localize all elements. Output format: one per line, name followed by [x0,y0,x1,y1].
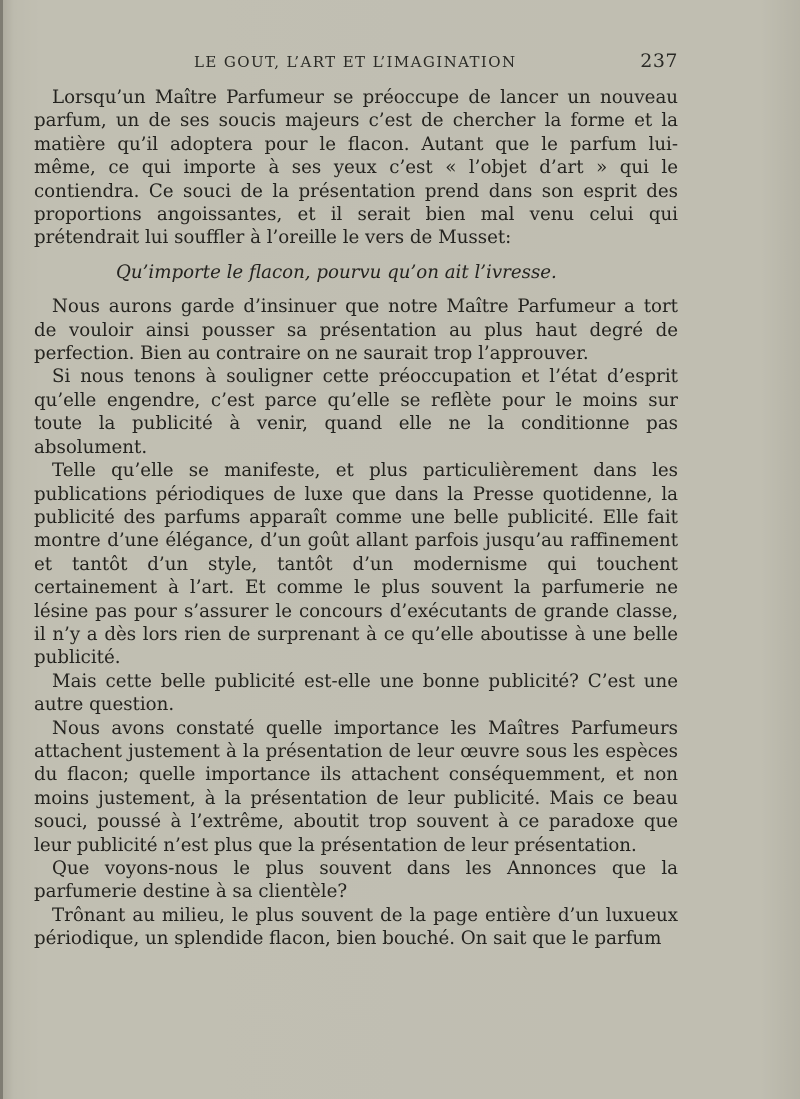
paragraph: Telle qu’elle se manifeste, et plus particulièrement dans les publications périodiques de luxe que dans la Presse quotidenne, la publicité des parfums apparaît comme une belle publicité. Elle fait montre d’une élégance, d’un goût allant parfois jusqu’au raffinement et tantôt d’un style, tantôt d’un modernisme qui touchent certainement à l’art. Et comme le plus souvent la parfumerie ne lésine pas pour s’assurer le concours d’exécutants de grande classe, il n’y a dès lors rien de surprenant à ce qu’elle aboutisse à une belle publicité. [34,460,678,669]
paragraph: Lorsqu’un Maître Parfumeur se préoccupe de lancer un nouveau parfum, un de ses soucis majeurs c’est de chercher la forme et la matière qu’il adoptera pour le flacon. Autant que le parfum lui-même, ce qui importe à ses yeux c’est « l’objet d’art » qui le contiendra. Ce souci de la présentation prend dans son esprit des proportions angoissantes, et il serait bien mal venu celui qui prétendrait lui souffler à l’oreille le vers de Musset: [34,87,678,249]
running-title: LE GOUT, L’ART ET L’IMAGINATION [194,53,517,71]
running-header [34,50,678,76]
page-number: 237 [640,50,678,72]
verse-quotation: Qu’importe le flacon, pourvu qu’on ait l’ivresse. [116,261,557,283]
paragraph: Mais cette belle publicité est-elle une bonne publicité? C’est une autre question. [34,670,678,716]
paragraph: Si nous tenons à souligner cette préoccupation et l’état d’esprit qu’elle engendre, c’est parce qu’elle se reflète pour le moins sur toute la publicité à venir, quand elle ne la conditionne pas absolument. [34,366,678,458]
page-spine-edge [0,0,3,1099]
paragraph: Que voyons-nous le plus souvent dans les Annonces que la parfumerie destine à sa clientèle? [34,858,678,903]
body-text [34,86,678,951]
paragraph: Nous aurons garde d’insinuer que notre Maître Parfumeur a tort de vouloir ainsi pousser sa présentation au plus haut degré de perfection. Bien au contraire on ne saurait trop l’approuver. [34,296,678,365]
paragraph: Trônant au milieu, le plus souvent de la page entière d’un luxueux périodique, un splendide flacon, bien bouché. On sait que le parfum [34,904,678,950]
paragraph: Nous avons constaté quelle importance les Maîtres Parfumeurs attachent justement à la présentation de leur œuvre sous les espèces du flacon; quelle importance ils attachent conséquemment, et non moins justement, à la présentation de leur publicité. Mais ce beau souci, poussé à l’extrême, aboutit trop souvent à ce paradoxe que leur publicité n’est plus que la présentation de leur présentation. [34,717,678,856]
